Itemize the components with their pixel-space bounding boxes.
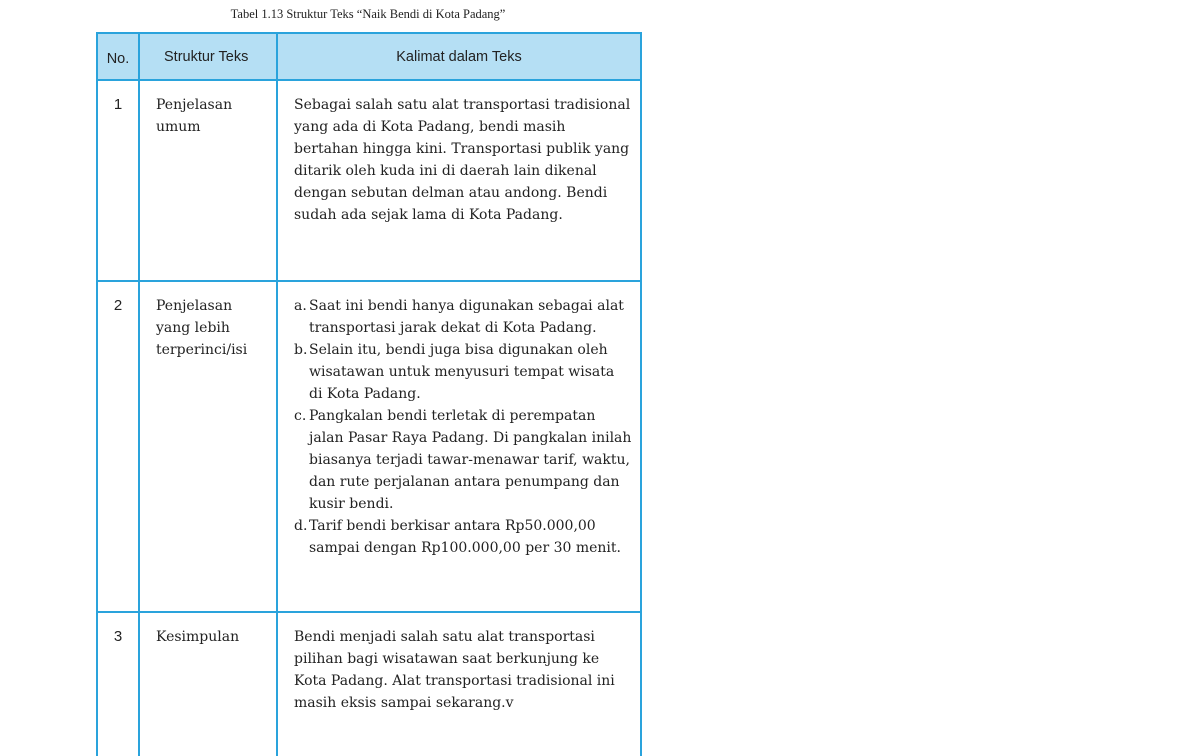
list-item	[294, 339, 632, 405]
row-number: 3	[97, 612, 139, 756]
list-item-text: Saat ini bendi hanya digunakan sebagai alat transportasi jarak dekat di Kota Padang.	[309, 298, 624, 336]
list-item-label: d.	[294, 518, 308, 534]
row-structure: Kesimpulan	[139, 612, 277, 756]
list-item	[294, 295, 632, 339]
row-number: 1	[97, 80, 139, 281]
list-item	[294, 405, 632, 515]
table-caption: Tabel 1.13 Struktur Teks “Naik Bendi di Kota Padang”	[230, 7, 506, 21]
header-no: No.	[97, 33, 139, 80]
list-item-label: b.	[294, 342, 308, 358]
row-sentence: Sebagai salah satu alat transportasi tradisional yang ada di Kota Padang, bendi masih bertahan hingga kini. Transportasi publik yang ditarik oleh kuda ini di daerah lain dikenal dengan sebutan delman atau andong. Bendi sudah ada sejak lama di Kota Padang.	[277, 80, 641, 281]
header-struktur-teks: Struktur Teks	[139, 33, 277, 80]
row-number: 2	[97, 281, 139, 612]
list-item-text: Pangkalan bendi terletak di perempatan jalan Pasar Raya Padang. Di pangkalan inilah biasanya terjadi tawar-menawar tarif, waktu, dan rute perjalanan antara penumpang dan kusir bendi.	[309, 408, 632, 512]
table-header-row	[97, 33, 641, 80]
list-item	[294, 515, 632, 559]
table-row	[97, 612, 641, 756]
row-sentence: Bendi menjadi salah satu alat transportasi pilihan bagi wisatawan saat berkunjung ke Kota Padang. Alat transportasi tradisional ini masih eksis sampai sekarang.v	[277, 612, 641, 756]
row-structure: Penjelasan yang lebih terperinci/isi	[139, 281, 277, 612]
header-kalimat-dalam-teks: Kalimat dalam Teks	[277, 33, 641, 80]
list-item-text: Tarif bendi berkisar antara Rp50.000,00 sampai dengan Rp100.000,00 per 30 menit.	[309, 518, 621, 556]
table-row	[97, 80, 641, 281]
list-item-label: c.	[294, 408, 307, 424]
list-item-label: a.	[294, 298, 307, 314]
list-item-text: Selain itu, bendi juga bisa digunakan oleh wisatawan untuk menyusuri tempat wisata di Kota Padang.	[309, 342, 615, 402]
structure-table	[96, 32, 642, 756]
row-structure: Penjelasan umum	[139, 80, 277, 281]
row-sentence-list	[277, 281, 641, 612]
table-row	[97, 281, 641, 612]
